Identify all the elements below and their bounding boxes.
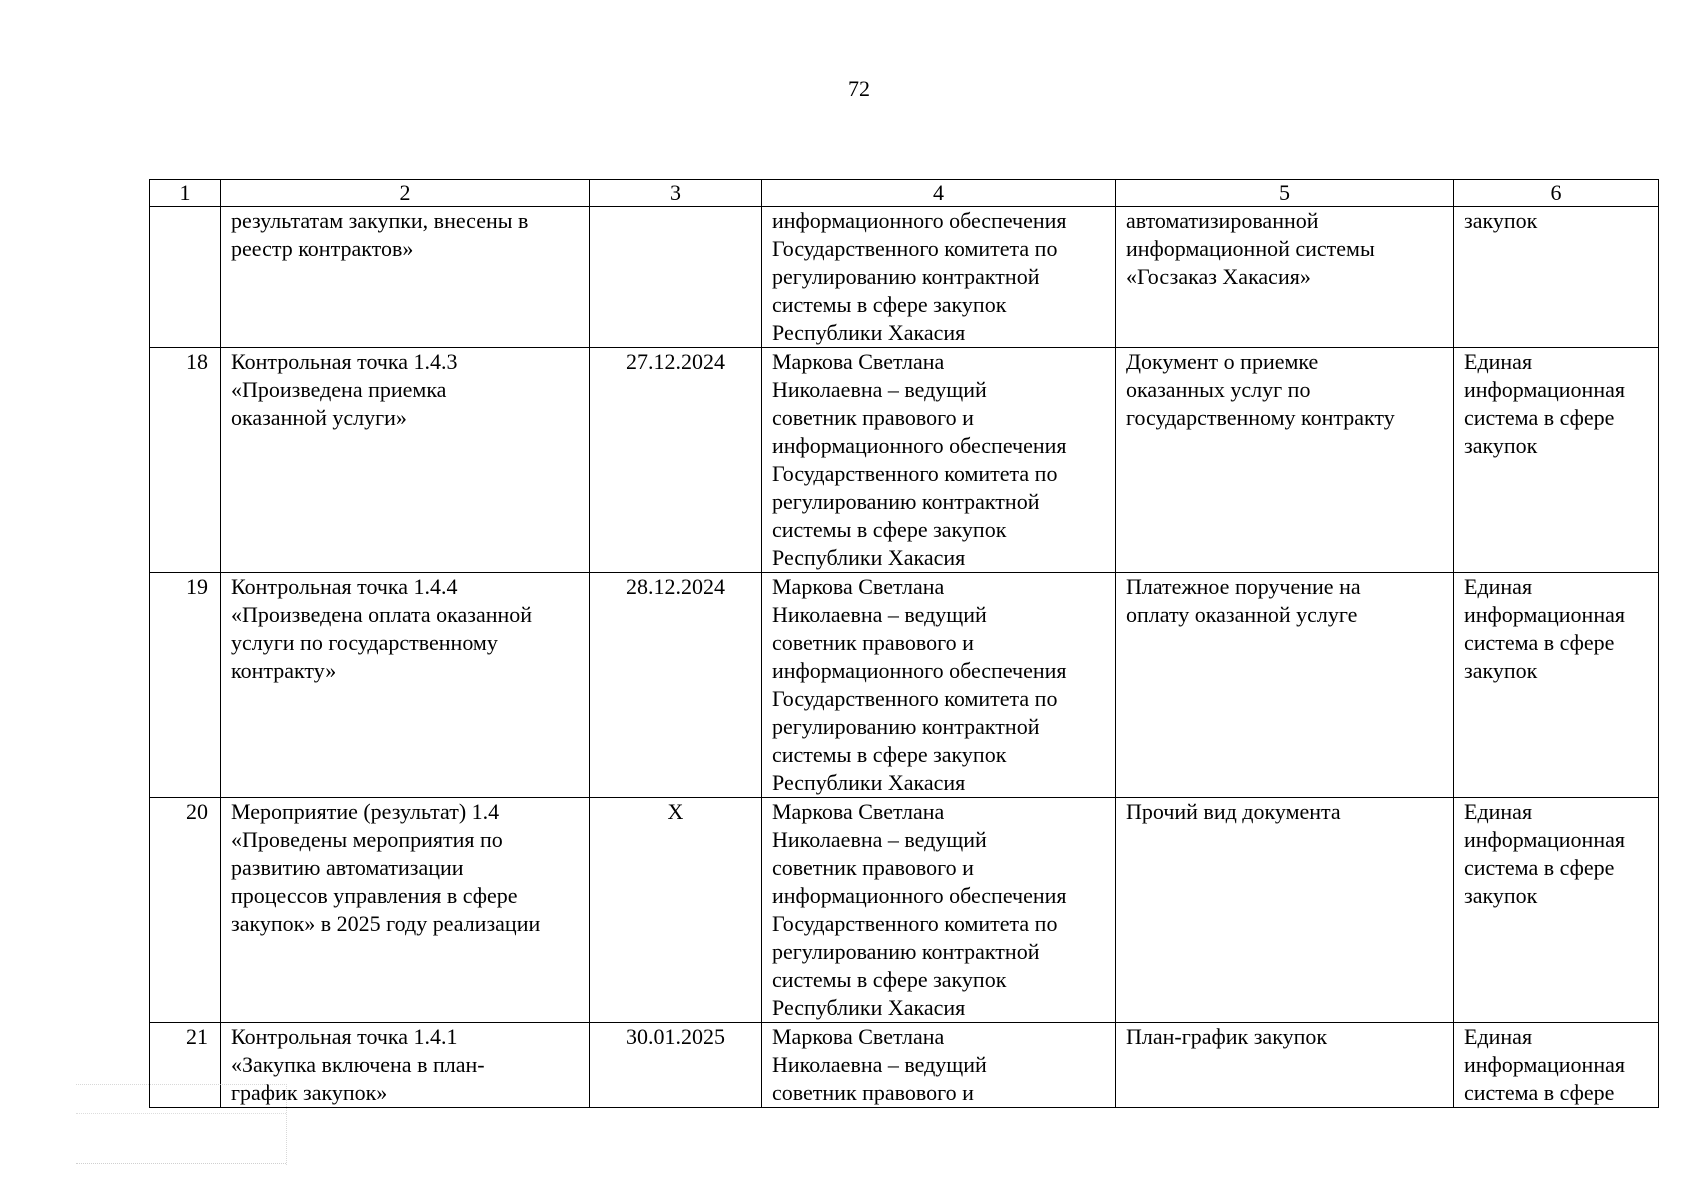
responsible-cell bbox=[762, 348, 1116, 573]
row-number-cell bbox=[150, 573, 221, 798]
responsible-cell bbox=[762, 573, 1116, 798]
table-row-19 bbox=[150, 573, 1659, 798]
item-name: Мероприятие (результат) 1.4 «Проведены мероприятия по развитию автоматизации процессов управления в сфере закупок» в 2025 году реализации bbox=[231, 799, 541, 936]
item-date: 28.12.2024 bbox=[626, 574, 725, 599]
system-cell bbox=[1454, 1023, 1659, 1108]
responsible-cell bbox=[762, 207, 1116, 348]
table-row-18 bbox=[150, 348, 1659, 573]
item-system: Единая информационная система в сфере закупок bbox=[1464, 799, 1625, 908]
date-cell bbox=[590, 207, 762, 348]
table-row-continuation bbox=[150, 207, 1659, 348]
row-number-cell bbox=[150, 798, 221, 1023]
item-document: Прочий вид документа bbox=[1126, 799, 1341, 824]
column-header-6: 6 bbox=[1454, 180, 1659, 207]
item-name: Контрольная точка 1.4.3 «Произведена приемка оказанной услуги» bbox=[231, 349, 458, 430]
item-name: результатам закупки, внесены в реестр контрактов» bbox=[231, 208, 529, 261]
item-document: Платежное поручение на оплату оказанной услуге bbox=[1126, 574, 1361, 627]
item-responsible: информационного обеспечения Государственного комитета по регулированию контрактной системы в сфере закупок Республики Хакасия bbox=[772, 208, 1067, 345]
row-number: 20 bbox=[186, 799, 208, 824]
column-header-3: 3 bbox=[590, 180, 762, 207]
document-cell bbox=[1116, 798, 1454, 1023]
row-number-cell bbox=[150, 207, 221, 348]
date-cell bbox=[590, 573, 762, 798]
date-cell bbox=[590, 348, 762, 573]
page-number: 72 bbox=[848, 76, 870, 101]
system-cell bbox=[1454, 798, 1659, 1023]
item-responsible: Маркова Светлана Николаевна – ведущий советник правового и bbox=[772, 1024, 987, 1105]
table-row-21 bbox=[150, 1023, 1659, 1108]
table-header-row bbox=[150, 180, 1659, 207]
item-name: Контрольная точка 1.4.1 «Закупка включена в план- график закупок» bbox=[231, 1024, 485, 1105]
item-date: 27.12.2024 bbox=[626, 349, 725, 374]
system-cell bbox=[1454, 573, 1659, 798]
table-row-20 bbox=[150, 798, 1659, 1023]
responsible-cell bbox=[762, 1023, 1116, 1108]
name-cell bbox=[221, 798, 590, 1023]
item-responsible: Маркова Светлана Николаевна – ведущий советник правового и информационного обеспечения Государственного комитета по регулированию контрактной системы в сфере закупок Республики Хакасия bbox=[772, 799, 1067, 1020]
column-header-4: 4 bbox=[762, 180, 1116, 207]
row-number-cell bbox=[150, 348, 221, 573]
system-cell bbox=[1454, 207, 1659, 348]
item-document: Документ о приемке оказанных услуг по государственному контракту bbox=[1126, 349, 1395, 430]
scan-artifact bbox=[76, 1084, 287, 1165]
item-responsible: Маркова Светлана Николаевна – ведущий советник правового и информационного обеспечения Государственного комитета по регулированию контрактной системы в сфере закупок Республики Хакасия bbox=[772, 574, 1067, 795]
row-number: 18 bbox=[186, 349, 208, 374]
item-system: Единая информационная система в сфере bbox=[1464, 1024, 1625, 1105]
date-cell bbox=[590, 798, 762, 1023]
item-system: Единая информационная система в сфере закупок bbox=[1464, 349, 1625, 458]
responsible-cell bbox=[762, 798, 1116, 1023]
column-header-2: 2 bbox=[221, 180, 590, 207]
column-header-5: 5 bbox=[1116, 180, 1454, 207]
item-name: Контрольная точка 1.4.4 «Произведена оплата оказанной услуги по государственному контракту» bbox=[231, 574, 533, 683]
date-cell bbox=[590, 1023, 762, 1108]
document-cell bbox=[1116, 207, 1454, 348]
document-cell bbox=[1116, 573, 1454, 798]
item-date: 30.01.2025 bbox=[626, 1024, 725, 1049]
name-cell bbox=[221, 573, 590, 798]
document-cell bbox=[1116, 348, 1454, 573]
item-date: X bbox=[667, 799, 684, 824]
name-cell bbox=[221, 348, 590, 573]
row-number: 19 bbox=[186, 574, 208, 599]
system-cell bbox=[1454, 348, 1659, 573]
name-cell bbox=[221, 207, 590, 348]
item-document: План-график закупок bbox=[1126, 1024, 1328, 1049]
item-responsible: Маркова Светлана Николаевна – ведущий советник правового и информационного обеспечения Государственного комитета по регулированию контрактной системы в сфере закупок Республики Хакасия bbox=[772, 349, 1067, 570]
document-table bbox=[149, 179, 1659, 1108]
item-document: автоматизированной информационной системы «Госзаказ Хакасия» bbox=[1126, 208, 1375, 289]
document-cell bbox=[1116, 1023, 1454, 1108]
column-header-1: 1 bbox=[150, 180, 221, 207]
item-system: Единая информационная система в сфере закупок bbox=[1464, 574, 1625, 683]
item-system: закупок bbox=[1464, 208, 1538, 233]
row-number: 21 bbox=[186, 1024, 208, 1049]
